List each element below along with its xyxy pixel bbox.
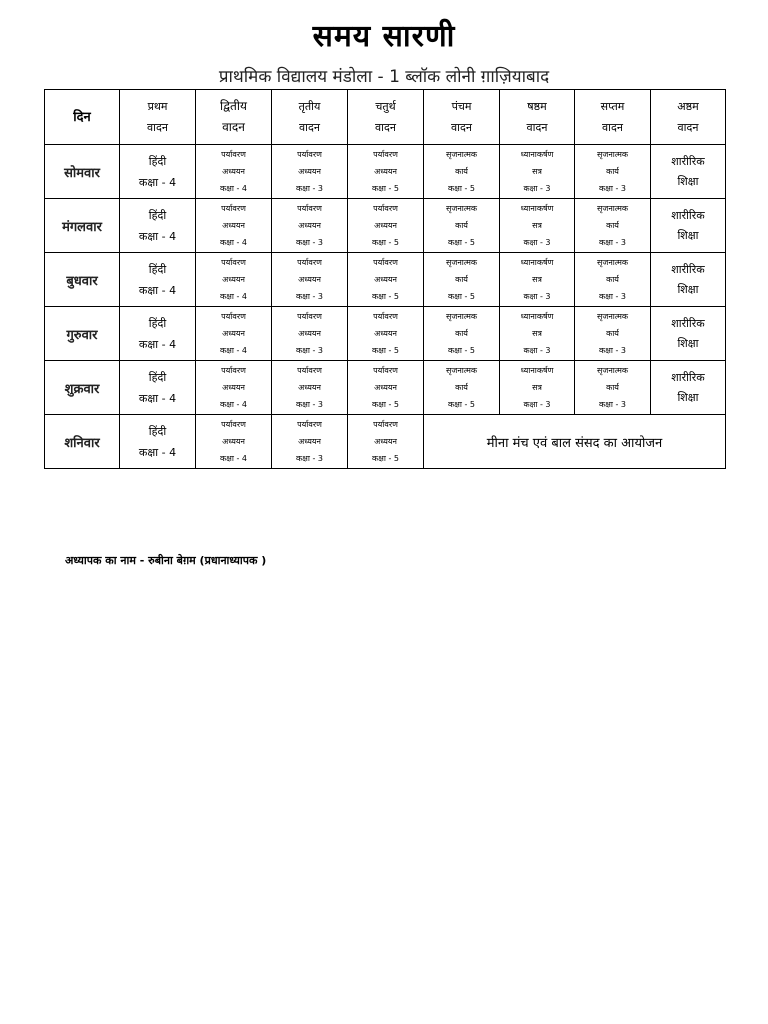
period-cell: पर्यावरण अध्ययन कक्षा - 3: [272, 361, 348, 415]
period-cell: सृजनात्मक कार्य कक्षा - 3: [575, 199, 651, 253]
school-subtitle: प्राथमिक विद्यालय मंडोला - 1 ब्लॉक लोनी ग़ाज़ियाबाद: [218, 67, 550, 87]
period-cell: हिंदी कक्षा - 4: [120, 415, 196, 469]
saturday-event-cell: मीना मंच एवं बाल संसद का आयोजन: [424, 415, 726, 469]
period-cell: सृजनात्मक कार्य कक्षा - 5: [424, 199, 500, 253]
period-header: प्रथम वादन: [120, 90, 196, 145]
period-cell: पर्यावरण अध्ययन कक्षा - 4: [196, 307, 272, 361]
header-row: [45, 90, 726, 145]
period-cell: पर्यावरण अध्ययन कक्षा - 3: [272, 307, 348, 361]
period-cell: सृजनात्मक कार्य कक्षा - 3: [575, 145, 651, 199]
period-header: अष्ठम वादन: [651, 90, 726, 145]
table-row: [45, 307, 726, 361]
period-cell: शारीरिक शिक्षा: [651, 199, 726, 253]
day-cell: शुक्रवार: [45, 361, 120, 415]
period-cell: ध्यानाकर्षण सत्र कक्षा - 3: [500, 253, 575, 307]
period-cell: पर्यावरण अध्ययन कक्षा - 5: [348, 307, 424, 361]
period-cell: पर्यावरण अध्ययन कक्षा - 3: [272, 415, 348, 469]
period-cell: हिंदी कक्षा - 4: [120, 253, 196, 307]
day-cell: बुधवार: [45, 253, 120, 307]
period-cell: पर्यावरण अध्ययन कक्षा - 4: [196, 361, 272, 415]
period-cell: ध्यानाकर्षण सत्र कक्षा - 3: [500, 361, 575, 415]
period-cell: हिंदी कक्षा - 4: [120, 361, 196, 415]
period-header: सप्तम वादन: [575, 90, 651, 145]
period-cell: पर्यावरण अध्ययन कक्षा - 5: [348, 253, 424, 307]
period-cell: पर्यावरण अध्ययन कक्षा - 3: [272, 199, 348, 253]
period-cell: हिंदी कक्षा - 4: [120, 199, 196, 253]
period-cell: सृजनात्मक कार्य कक्षा - 5: [424, 361, 500, 415]
period-cell: शारीरिक शिक्षा: [651, 361, 726, 415]
period-cell: शारीरिक शिक्षा: [651, 145, 726, 199]
period-cell: हिंदी कक्षा - 4: [120, 145, 196, 199]
period-cell: पर्यावरण अध्ययन कक्षा - 5: [348, 415, 424, 469]
day-cell: सोमवार: [45, 145, 120, 199]
period-header: तृतीय वादन: [272, 90, 348, 145]
table-row: [45, 199, 726, 253]
period-cell: ध्यानाकर्षण सत्र कक्षा - 3: [500, 307, 575, 361]
period-cell: पर्यावरण अध्ययन कक्षा - 4: [196, 145, 272, 199]
period-cell: पर्यावरण अध्ययन कक्षा - 3: [272, 145, 348, 199]
table-row: [45, 415, 726, 469]
table-row: [45, 145, 726, 199]
period-cell: ध्यानाकर्षण सत्र कक्षा - 3: [500, 199, 575, 253]
timetable: [44, 89, 726, 469]
teacher-name: अध्यापक का नाम - रुबीना बेग़म (प्रधानाध्यापक ): [65, 554, 267, 567]
period-cell: पर्यावरण अध्ययन कक्षा - 4: [196, 253, 272, 307]
period-cell: शारीरिक शिक्षा: [651, 253, 726, 307]
period-cell: पर्यावरण अध्ययन कक्षा - 4: [196, 199, 272, 253]
period-cell: हिंदी कक्षा - 4: [120, 307, 196, 361]
period-cell: सृजनात्मक कार्य कक्षा - 5: [424, 253, 500, 307]
period-cell: सृजनात्मक कार्य कक्षा - 3: [575, 307, 651, 361]
period-header: षष्ठम वादन: [500, 90, 575, 145]
day-cell: शनिवार: [45, 415, 120, 469]
day-header: दिन: [45, 90, 120, 145]
period-cell: सृजनात्मक कार्य कक्षा - 3: [575, 253, 651, 307]
period-cell: सृजनात्मक कार्य कक्षा - 5: [424, 145, 500, 199]
period-cell: पर्यावरण अध्ययन कक्षा - 5: [348, 145, 424, 199]
table-row: [45, 361, 726, 415]
day-cell: गुरुवार: [45, 307, 120, 361]
period-cell: पर्यावरण अध्ययन कक्षा - 3: [272, 253, 348, 307]
day-cell: मंगलवार: [45, 199, 120, 253]
period-cell: पर्यावरण अध्ययन कक्षा - 5: [348, 361, 424, 415]
period-cell: पर्यावरण अध्ययन कक्षा - 4: [196, 415, 272, 469]
table-row: [45, 253, 726, 307]
period-header: चतुर्थ वादन: [348, 90, 424, 145]
period-cell: पर्यावरण अध्ययन कक्षा - 5: [348, 199, 424, 253]
page-title: समय सारणी: [312, 19, 456, 54]
period-cell: सृजनात्मक कार्य कक्षा - 3: [575, 361, 651, 415]
period-cell: ध्यानाकर्षण सत्र कक्षा - 3: [500, 145, 575, 199]
period-cell: शारीरिक शिक्षा: [651, 307, 726, 361]
period-cell: सृजनात्मक कार्य कक्षा - 5: [424, 307, 500, 361]
period-header: द्वितीय वादन: [196, 90, 272, 145]
period-header: पंचम वादन: [424, 90, 500, 145]
